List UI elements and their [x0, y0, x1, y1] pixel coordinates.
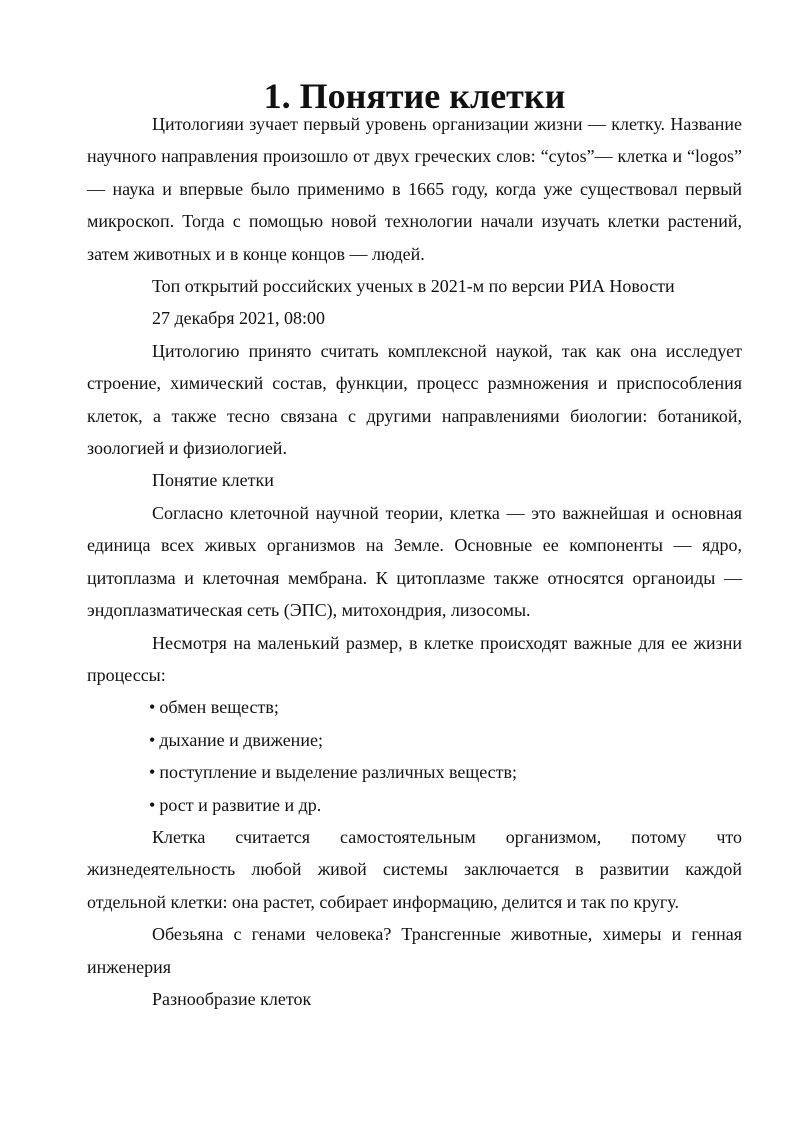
paragraph-processes-intro: Несмотря на маленький размер, в клетке происходят важные для ее жизни процессы:	[87, 632, 742, 685]
news-link-date: 27 декабря 2021, 08:00	[152, 308, 326, 329]
paragraph-cell-theory: Согласно клеточной научной теории, клетка — это важнейшая и основная единица всех живых организмов на Земле. Основные ее компоненты — ядро, цитоплазма и клеточная мембрана. К цитоплазме также относятся органоиды — эндоплазматическая сеть (ЭПС), митохондрия, лизосомы.	[87, 502, 742, 621]
list-item	[87, 691, 742, 723]
bullet-icon: •	[149, 762, 156, 783]
bullet-icon: •	[149, 794, 156, 815]
list-item-text: обмен веществ;	[159, 697, 279, 718]
paragraph-intro: Цитологияи зучает первый уровень организации жизни — клетку. Название научного направления произошло от двух греческих слов: “cytos”— клетка и “logos” — наука и впервые было применимо в 1665 году, когда уже существовал первый микроскоп. Тогда с помощью новой технологии начали изучать клетки растений, затем животных и в конце концов — людей.	[87, 114, 742, 264]
process-list	[87, 691, 742, 821]
bullet-icon: •	[149, 729, 156, 750]
list-item-text: рост и развитие и др.	[159, 794, 322, 815]
list-item-text: поступление и выделение различных веществ;	[159, 762, 518, 783]
list-item-text: дыхание и движение;	[159, 729, 323, 750]
document-title: 1. Понятие клетки	[263, 76, 566, 116]
list-item	[87, 756, 742, 788]
list-item	[87, 789, 742, 821]
subheading-cell-diversity: Разнообразие клеток	[152, 988, 312, 1009]
bullet-icon: •	[149, 697, 156, 718]
news-link-headline: Топ открытий российских ученых в 2021-м по версии РИА Новости	[152, 276, 675, 297]
subheading-cell-concept: Понятие клетки	[152, 470, 274, 491]
paragraph-cell-organism: Клетка считается самостоятельным организмом, потому что жизнедеятельность любой живой системы заключается в развитии каждой отдельной клетки: она растет, собирает информацию, делится и так по кругу.	[87, 826, 742, 912]
paragraph-cytology-complex: Цитологию принято считать комплексной наукой, так как она исследует строение, химический состав, функции, процесс размножения и приспособления клеток, а также тесно связана с другими направлениями биологии: ботаникой, зоологией и физиологией.	[87, 340, 742, 459]
list-item	[87, 724, 742, 756]
news-link-transgenic: Обезьяна с генами человека? Трансгенные животные, химеры и генная инженерия	[87, 924, 742, 977]
